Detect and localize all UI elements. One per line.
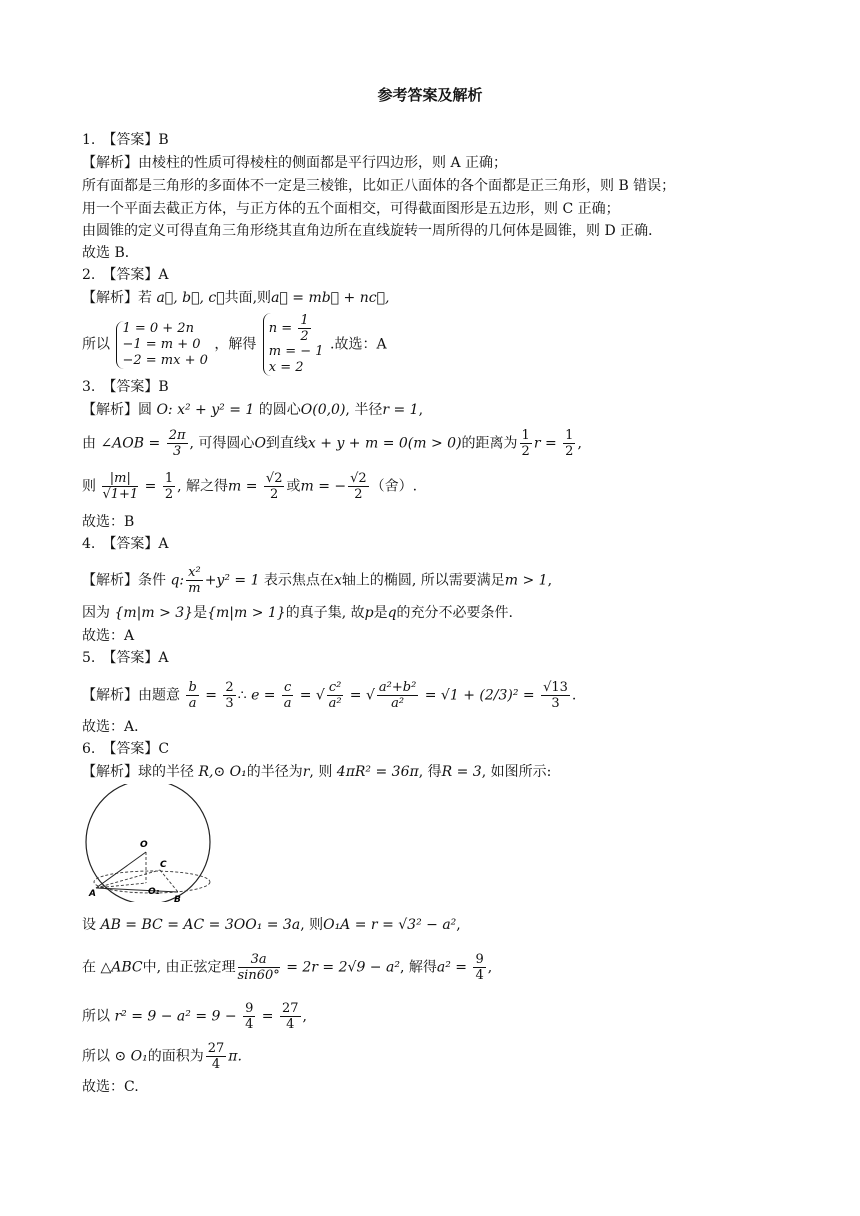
eq-row: 1 = 0 + 2n [122, 320, 194, 336]
label-o: O [140, 840, 148, 850]
numerator: 9 [245, 1001, 254, 1016]
math: {m|m > 3} [114, 605, 194, 621]
q1-line1: 【解析】由棱柱的性质可得棱柱的侧面都是平行四边形，则 A 正确； [82, 155, 508, 171]
text: 的真子集, 故 [285, 605, 365, 621]
text: , 解之得 [177, 478, 228, 495]
text: 由 [82, 435, 101, 452]
q4-line3: 故选：A [82, 628, 135, 644]
math: 1 + (2/3)² [449, 687, 519, 704]
fraction [563, 428, 575, 459]
math: p [364, 605, 374, 621]
numerator: √2 [265, 471, 283, 486]
text: 的距离为 [461, 435, 518, 452]
text: 表示焦点在 [259, 572, 334, 589]
numerator: 1 [521, 428, 530, 443]
fraction [264, 471, 285, 502]
denominator: √1+1 [102, 487, 139, 502]
fraction [238, 952, 280, 983]
math: m > 1 [504, 572, 548, 589]
fraction [223, 680, 235, 711]
q1-answer: 1. 【答案】B [82, 132, 169, 148]
text: . [571, 687, 577, 704]
q3-line4: 故选：B [82, 514, 135, 530]
math: O₁A = r = √3² − a² [323, 917, 457, 933]
text: 【解析】由题意 [82, 687, 185, 704]
q6-line4 [82, 1001, 307, 1032]
numerator: √2 [350, 471, 367, 486]
q6-line2 [82, 916, 461, 934]
numerator: c [283, 680, 292, 695]
text: 或 [286, 478, 301, 495]
math: R,⊙ O₁ [198, 764, 247, 780]
math: x + y + m = 0(m > 0) [307, 435, 462, 452]
math: {m|m > 1} [207, 605, 286, 621]
denominator: 2 [354, 487, 363, 502]
q3-answer: 3. 【答案】B [82, 379, 169, 395]
eq-row: m = − 1 [268, 344, 324, 359]
math: O(0,0) [300, 402, 346, 418]
solution-system [263, 313, 324, 376]
q3-line2 [82, 428, 582, 459]
q6-line3 [82, 952, 492, 983]
denominator: a [188, 696, 197, 711]
denominator: a² [328, 696, 342, 711]
math: +y² = 1 [204, 572, 260, 589]
denominator: m [188, 581, 201, 596]
numerator: b [188, 680, 197, 695]
cb-segment [160, 870, 178, 892]
text: ∴ [237, 687, 252, 704]
fraction [520, 428, 532, 459]
text: 的面积为 [147, 1048, 204, 1065]
q5-line2: 故选：A． [82, 719, 149, 735]
denominator: 3 [172, 444, 182, 459]
label-b: B [174, 895, 181, 902]
math: r = 1 [382, 402, 419, 418]
text: 共面,则 [224, 290, 272, 306]
text: 所以 [82, 336, 110, 353]
numerator: 2π [168, 428, 186, 443]
math: m = [228, 478, 262, 495]
text: 的充分不必要条件. [396, 605, 513, 621]
q2-line2 [82, 313, 387, 376]
text: 【解析】球的半径 [82, 764, 199, 780]
fraction [102, 471, 138, 502]
numerator: 1 [565, 428, 574, 443]
math: n = [268, 321, 297, 336]
denominator: 2 [565, 444, 574, 459]
eq-row: x = 2 [268, 360, 304, 375]
q2-answer: 2. 【答案】A [82, 267, 169, 283]
math: R = 3 [441, 764, 482, 780]
denominator: a² [391, 696, 405, 711]
math: e = [251, 687, 280, 704]
math: ∠AOB = [100, 435, 165, 452]
text: = [345, 687, 366, 704]
denominator: 3 [551, 696, 560, 711]
text: , 半径 [345, 402, 383, 418]
denominator: 3 [225, 696, 234, 711]
text: , [302, 1008, 307, 1025]
fraction [348, 471, 369, 502]
numerator: 27 [207, 1041, 225, 1056]
text: 设 [82, 917, 101, 933]
math: AB = BC = AC = 3OO₁ = 3a [100, 917, 301, 933]
text: = [200, 687, 222, 704]
text: , 则 [300, 917, 324, 933]
numerator: c² [328, 680, 342, 695]
denominator: 2 [270, 487, 279, 502]
text: = [518, 687, 540, 704]
oa-segment [96, 852, 146, 888]
text: （舍）. [370, 478, 418, 495]
fraction [243, 1001, 255, 1032]
text: , [418, 402, 424, 418]
numerator: |m| [102, 471, 138, 487]
fraction [473, 952, 485, 983]
denominator: 2 [164, 487, 174, 502]
page-title: 参考答案及解析 [377, 86, 483, 104]
text: = [295, 687, 316, 704]
denominator: 4 [245, 1017, 254, 1032]
eq-row [269, 313, 324, 344]
q6-answer: 6. 【答案】C [82, 741, 170, 757]
numerator: 2 [225, 680, 234, 695]
q5-line1: 【解析】由题意 $\frac{b}{a}$ = $\frac{2}{3}$ ∴ e = $\frac{c}{a}$ = √ $\frac{\text{c²}}{\text{a²}}$ = √ $\frac{\text{a²+b²}}{\text{a²}}$ = √1 + (2/3)² = $\frac{√13}{3}$ . [82, 680, 577, 711]
text: , 则 [309, 764, 337, 780]
text: 的圆心 [254, 402, 301, 418]
label-c: C [160, 860, 167, 870]
math: O [254, 435, 266, 452]
denominator: 4 [211, 1057, 221, 1072]
fraction [298, 313, 310, 344]
text: , 如图所示: [481, 764, 552, 780]
q1-line5: 故选 B． [82, 245, 139, 261]
text: 所以 [82, 1048, 115, 1065]
math: a⃗ = mb⃗ + nc⃗, [271, 290, 390, 306]
text: 在 [82, 959, 101, 976]
denominator: 2 [300, 329, 309, 344]
denominator: sin60° [237, 968, 280, 983]
text: 【解析】圆 [82, 402, 157, 418]
q4-line2 [82, 604, 513, 622]
q4-answer: 4. 【答案】A [82, 536, 169, 552]
text: , 得 [418, 764, 442, 780]
math: 4πR² = 36π [336, 764, 419, 780]
fraction [541, 680, 570, 711]
math: △ABC [100, 959, 143, 976]
text: = [140, 478, 161, 495]
text: , 可得圆心 [189, 435, 255, 452]
text: , 解得 [399, 959, 437, 976]
math: a² = [436, 959, 472, 976]
denominator: 2 [521, 444, 530, 459]
math: x [333, 572, 342, 589]
denominator: 4 [286, 1017, 295, 1032]
math: q: [170, 572, 185, 589]
text: 【解析】条件 [82, 572, 171, 589]
text: = [257, 1008, 278, 1025]
q1-line4: 由圆锥的定义可得直角三角形绕其直角边所在直线旋转一周所得的几何体是圆锥，则 D 正确． [82, 223, 663, 239]
eq-row: −1 = m + 0 [122, 336, 201, 352]
fraction [280, 1001, 301, 1032]
text: , [456, 917, 461, 933]
text: , [577, 435, 582, 452]
fraction [163, 471, 175, 502]
q1-line3: 用一个平面去截正方体，与正方体的五个面相交，可得截面图形是五边形，则 C 正确； [82, 201, 620, 217]
q3-line1 [82, 401, 423, 419]
text: 中, 由正弦定理 [142, 959, 236, 976]
text: 所以 [82, 1008, 115, 1025]
numerator: √13 [543, 680, 568, 695]
text: 因为 [82, 605, 115, 621]
q6-line1 [82, 763, 551, 781]
text: 【解析】若 [82, 290, 157, 306]
math: r = [533, 435, 562, 452]
math: q [387, 605, 397, 621]
math: a⃗, b⃗, c⃗ [156, 290, 225, 306]
q5-answer: 5. 【答案】A [82, 650, 169, 666]
numerator: 1 [300, 313, 309, 328]
text: 到直线 [265, 435, 308, 452]
denominator: 4 [475, 968, 484, 983]
text: 是 [193, 605, 208, 621]
sphere-figure [82, 784, 216, 902]
q1-line2: 所有面都是三角形的多面体不一定是三棱锥，比如正八面体的各个面都是正三角形，则 B 错误； [82, 178, 676, 194]
fraction [282, 680, 293, 711]
text: 轴上的椭圆, 所以需要满足 [341, 572, 505, 589]
numerator: 1 [164, 471, 174, 486]
fraction [186, 565, 203, 596]
text: .故选：A [330, 336, 387, 353]
text: 是 [373, 605, 388, 621]
math: r [302, 764, 310, 780]
math: = 2r = 2√9 − a² [281, 959, 400, 976]
text: , [487, 959, 493, 976]
numerator: a²+b² [378, 680, 417, 695]
q4-line1 [82, 565, 552, 596]
text: 则 [82, 478, 101, 495]
math: r² = 9 − a² = 9 − [114, 1008, 242, 1025]
text: ，解得 [214, 336, 257, 353]
q6-line5 [82, 1041, 242, 1072]
text: 的半径为 [246, 764, 303, 780]
numerator: 3a [238, 952, 280, 968]
equation-system [116, 321, 207, 369]
text: , [547, 572, 553, 589]
denominator: a [283, 696, 292, 711]
numerator: x² [188, 565, 201, 580]
fraction [377, 680, 418, 711]
label-a: A [89, 889, 96, 899]
numerator: 27 [281, 1001, 299, 1016]
q3-line3 [82, 471, 417, 502]
q6-line6: 故选：C. [82, 1079, 139, 1095]
fraction [206, 1041, 227, 1072]
fraction [327, 680, 344, 711]
label-o1: O₁ [148, 887, 160, 897]
numerator: 9 [475, 952, 484, 967]
ac-segment [96, 870, 160, 888]
eq-row: −2 = mx + 0 [122, 352, 208, 368]
math: π. [228, 1048, 242, 1065]
math: ⊙ O₁ [114, 1048, 148, 1065]
math: O: x² + y² = 1 [156, 402, 255, 418]
fraction [186, 680, 198, 711]
math: m = − [300, 478, 347, 495]
sphere-outline [86, 784, 210, 902]
q2-line1 [82, 289, 389, 307]
fraction [167, 428, 188, 459]
text: = [420, 687, 441, 704]
